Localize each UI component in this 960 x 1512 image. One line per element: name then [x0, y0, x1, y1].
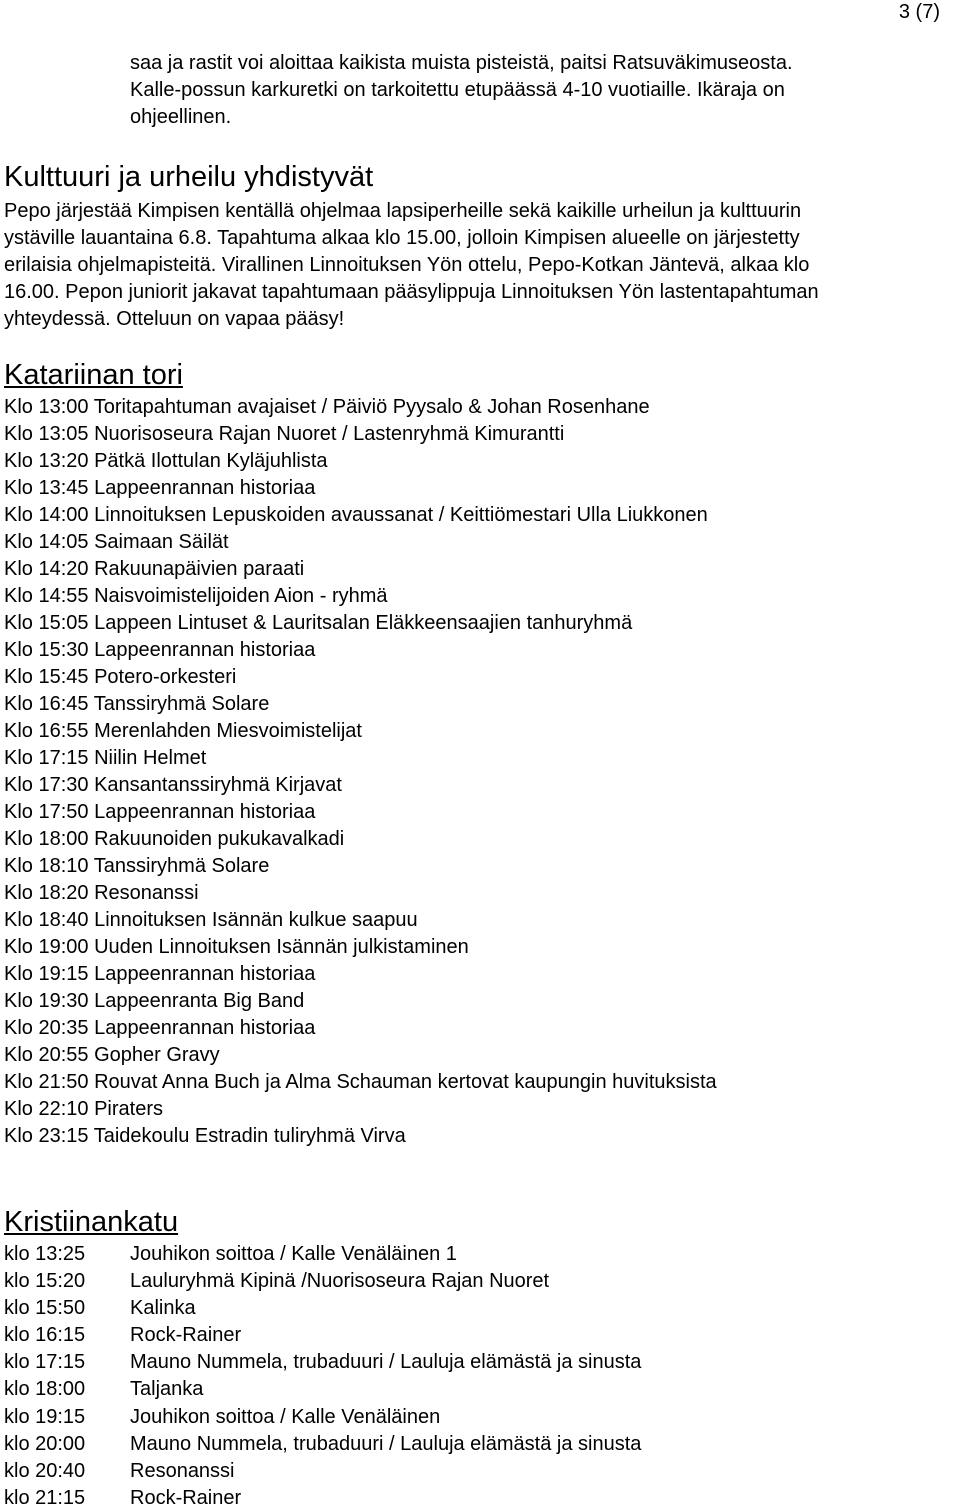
- schedule-item: Klo 19:15 Lappeenrannan historiaa: [4, 963, 316, 985]
- schedule-time: klo 20:40: [4, 1459, 86, 1482]
- intro-line: saa ja rastit voi aloittaa kaikista muista pisteistä, paitsi Ratsuväkimuseosta.: [130, 52, 793, 74]
- schedule-time: klo 16:15: [4, 1324, 86, 1347]
- schedule-event: Rock-Rainer: [130, 1324, 242, 1347]
- schedule-item: Klo 14:55 Naisvoimistelijoiden Aion - ryhmä: [4, 585, 388, 607]
- schedule-time: klo 21:15: [4, 1486, 86, 1509]
- schedule-event: Lauluryhmä Kipinä /Nuorisoseura Rajan Nuoret: [130, 1270, 550, 1293]
- schedule-event: Mauno Nummela, trubaduuri / Lauluja elämästä ja sinusta: [130, 1351, 642, 1374]
- schedule-list: [4, 1241, 959, 1512]
- schedule-item: Klo 20:35 Lappeenrannan historiaa: [4, 1017, 316, 1039]
- body-line: ystäville lauantaina 6.8. Tapahtuma alkaa klo 15.00, jolloin Kimpisen alueelle on järjestetty: [4, 227, 800, 249]
- schedule-item: [4, 1485, 959, 1512]
- schedule-item: Klo 15:05 Lappeen Lintuset & Lauritsalan Eläkkeensaajien tanhuryhmä: [4, 612, 633, 634]
- schedule-time: klo 17:15: [4, 1351, 86, 1374]
- schedule-list: [4, 394, 959, 1150]
- schedule-item: Klo 14:00 Linnoituksen Lepuskoiden avaussanat / Keittiömestari Ulla Liukkonen: [4, 504, 708, 526]
- schedule-item: Klo 16:45 Tanssiryhmä Solare: [4, 693, 270, 715]
- schedule-item: Klo 23:15 Taidekoulu Estradin tuliryhmä Virva: [4, 1125, 406, 1147]
- schedule-item: Klo 14:20 Rakuunapäivien paraati: [4, 558, 305, 580]
- schedule-time: klo 15:50: [4, 1297, 86, 1320]
- body-line: yhteydessä. Otteluun on vapaa pääsy!: [4, 308, 345, 330]
- schedule-item: Klo 18:10 Tanssiryhmä Solare: [4, 855, 270, 877]
- schedule-event: Mauno Nummela, trubaduuri / Lauluja elämästä ja sinusta: [130, 1432, 642, 1455]
- schedule-item: Klo 13:20 Pätkä Ilottulan Kyläjuhlista: [4, 450, 328, 472]
- schedule-time: klo 18:00: [4, 1378, 86, 1401]
- schedule-event: Jouhikon soittoa / Kalle Venäläinen: [130, 1405, 441, 1428]
- schedule-item: Klo 13:05 Nuorisoseura Rajan Nuoret / Lastenryhmä Kimurantti: [4, 423, 565, 445]
- schedule-event: Jouhikon soittoa / Kalle Venäläinen 1: [130, 1243, 457, 1265]
- schedule-item: Klo 17:30 Kansantanssiryhmä Kirjavat: [4, 774, 342, 796]
- schedule-item: Klo 18:00 Rakuunoiden pukukavalkadi: [4, 828, 345, 850]
- schedule-item: Klo 19:30 Lappeenranta Big Band: [4, 990, 305, 1012]
- schedule-event: Kalinka: [130, 1297, 196, 1320]
- body-line: erilaisia ohjelmapisteitä. Virallinen Linnoituksen Yön ottelu, Pepo-Kotkan Jäntevä, alkaa klo: [4, 254, 810, 276]
- schedule-item: Klo 18:40 Linnoituksen Isännän kulkue saapuu: [4, 909, 418, 931]
- section-title: Kulttuuri ja urheilu yhdistyvät: [4, 161, 374, 193]
- section-kulttuuri-urheilu: [4, 160, 959, 333]
- schedule-item: Klo 17:15 Niilin Helmet: [4, 747, 207, 769]
- section-title: Katariinan tori: [4, 359, 183, 391]
- schedule-item: [4, 1268, 959, 1295]
- schedule-item: Klo 19:00 Uuden Linnoituksen Isännän julkistaminen: [4, 936, 469, 958]
- schedule-time: klo 20:00: [4, 1432, 86, 1455]
- schedule-item: [4, 1241, 959, 1268]
- schedule-item: [4, 1404, 959, 1431]
- schedule-time: klo 15:20: [4, 1270, 86, 1293]
- schedule-item: Klo 22:10 Piraters: [4, 1098, 163, 1120]
- schedule-time: klo 13:25: [4, 1243, 86, 1265]
- schedule-event: Rock-Rainer: [130, 1486, 242, 1509]
- schedule-item: Klo 13:00 Toritapahtuman avajaiset / Päiviö Pyysalo & Johan Rosenhane: [4, 396, 650, 418]
- schedule-item: [4, 1322, 959, 1349]
- schedule-item: Klo 13:45 Lappeenrannan historiaa: [4, 477, 316, 499]
- section-body: [4, 198, 959, 333]
- schedule-item: [4, 1349, 959, 1376]
- section-title: Kristiinankatu: [4, 1206, 179, 1238]
- page-number: 3 (7): [898, 1, 940, 23]
- schedule-item: Klo 16:55 Merenlahden Miesvoimistelijat: [4, 720, 362, 742]
- body-line: 16.00. Pepon juniorit jakavat tapahtumaan pääsylippuja Linnoituksen Yön lastentapahtuman: [4, 281, 819, 303]
- schedule-item: [4, 1295, 959, 1322]
- schedule-event: Resonanssi: [130, 1459, 235, 1482]
- section-kristiinankatu: [4, 1205, 959, 1512]
- schedule-item: Klo 15:30 Lappeenrannan historiaa: [4, 639, 316, 661]
- schedule-item: Klo 18:20 Resonanssi: [4, 882, 199, 904]
- schedule-item: Klo 20:55 Gopher Gravy: [4, 1044, 220, 1066]
- intro-line: Kalle-possun karkuretki on tarkoitettu etupäässä 4-10 vuotiaille. Ikäraja on: [130, 79, 785, 101]
- schedule-item: Klo 14:05 Saimaan Säilät: [4, 531, 229, 553]
- schedule-item: [4, 1431, 959, 1458]
- schedule-item: [4, 1458, 959, 1485]
- section-katariinan-tori: [4, 358, 959, 1150]
- intro-line: ohjeellinen.: [130, 106, 232, 128]
- body-line: Pepo järjestää Kimpisen kentällä ohjelmaa lapsiperheille sekä kaikille urheilun ja kulttuurin: [4, 200, 802, 222]
- schedule-item: Klo 17:50 Lappeenrannan historiaa: [4, 801, 316, 823]
- schedule-item: Klo 21:50 Rouvat Anna Buch ja Alma Schauman kertovat kaupungin huvituksista: [4, 1071, 717, 1093]
- schedule-event: Taljanka: [130, 1378, 204, 1401]
- schedule-item: [4, 1376, 959, 1403]
- schedule-time: klo 19:15: [4, 1405, 86, 1428]
- schedule-item: Klo 15:45 Potero-orkesteri: [4, 666, 237, 688]
- intro-paragraph: [130, 50, 940, 131]
